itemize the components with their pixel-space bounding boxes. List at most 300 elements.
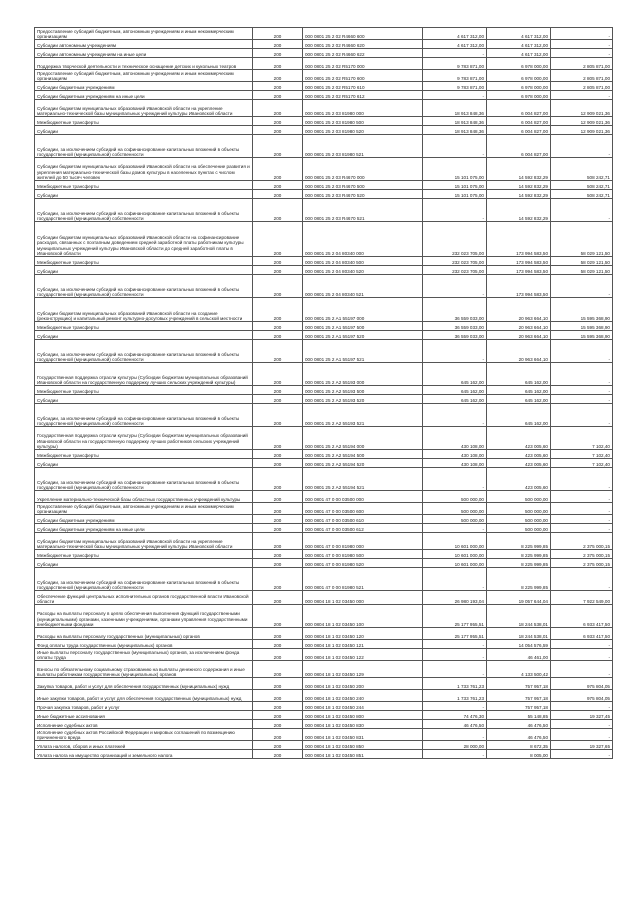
cell-budget-classification-code: 000 0804 18 1 02 03450 850 [303,741,423,750]
cell-line-code: 200 [253,533,303,550]
cell-line-code: 200 [253,515,303,524]
cell-executed: 14 592 832,29 [487,190,551,199]
cell-unexecuted: - [551,503,613,515]
cell-budget-classification-code: 000 0804 18 1 02 03450 120 [303,628,423,640]
cell-name: Поддержка творческой деятельности и техническое оснащение детских и кукольных театров [35,58,253,70]
cell-unexecuted: 2 805 871,00 [551,70,613,82]
cell-executed: 757 957,18 [487,690,551,702]
cell-budget-classification-code: 000 0801 25 2 А2 55193 520 [303,395,423,404]
table-row [35,427,613,450]
table-row [35,750,613,759]
cell-unexecuted: 15 595 368,90 [551,331,613,340]
cell-line-code: 200 [253,266,303,275]
cell-name: Межбюджетные трансферты [35,322,253,331]
table-row [35,459,613,468]
cell-executed: 18 244 538,01 [487,628,551,640]
cell-unexecuted: 7 102,40 [551,450,613,459]
cell-line-code: 200 [253,550,303,559]
cell-name: Уплата налогов, сборов и иных платежей [35,741,253,750]
cell-unexecuted: 58 029 121,50 [551,257,613,266]
table-row [35,605,613,628]
cell-budget-classification-code: 000 0804 18 1 02 03450 800 [303,711,423,720]
cell-line-code: 200 [253,720,303,729]
cell-approved-assignments: - [423,702,487,711]
table-row [35,266,613,275]
cell-executed: 20 963 664,10 [487,298,551,322]
table-row [35,91,613,100]
cell-approved-assignments: - [423,750,487,759]
cell-unexecuted: - [551,649,613,661]
cell-budget-classification-code: 000 0804 18 1 02 03450 122 [303,649,423,661]
cell-executed: 6 004 827,00 [487,135,551,158]
cell-unexecuted: 975 804,05 [551,690,613,702]
cell-approved-assignments: 36 559 033,00 [423,298,487,322]
cell-line-code: 200 [253,741,303,750]
cell-executed: 14 054 576,59 [487,640,551,649]
cell-approved-assignments: 18 913 848,36 [423,100,487,117]
cell-approved-assignments: 645 162,00 [423,386,487,395]
table-row [35,628,613,640]
cell-executed: 8 225 999,85 [487,550,551,559]
cell-approved-assignments: 430 108,00 [423,459,487,468]
cell-unexecuted: 7 102,40 [551,427,613,450]
cell-name: Государственная поддержка отрасли культуры (Субсидии бюджетам муниципальных образований Ивановской области на государственную поддержку лучших сельских учреждений культуры) [35,363,253,386]
cell-line-code: 200 [253,386,303,395]
cell-name: Предоставление субсидий бюджетным, автономным учреждениям и иным некоммерческим организациям [35,28,253,40]
table-row [35,322,613,331]
cell-name: Иные выплаты персоналу государственных (муниципальных) органов, за исключением фонда оплаты труда [35,649,253,661]
cell-budget-classification-code: 000 0801 25 2 А1 55197 000 [303,298,423,322]
cell-name: Субсидии [35,395,253,404]
cell-budget-classification-code: 000 0801 47 0 00 03500 600 [303,503,423,515]
cell-name: Взносы по обязательному социальному страхованию на выплаты денежного содержания и иные выплаты работникам государственных (муниципальных) органов [35,661,253,678]
cell-line-code: 200 [253,58,303,70]
cell-budget-classification-code: 000 0801 25 2 02 R4660 620 [303,40,423,49]
cell-approved-assignments: 18 913 848,36 [423,126,487,135]
cell-budget-classification-code: 000 0801 25 2 03 81980 520 [303,126,423,135]
cell-approved-assignments: - [423,49,487,58]
cell-name: Межбюджетные трансферты [35,181,253,190]
cell-approved-assignments: 9 783 871,00 [423,82,487,91]
table-row [35,40,613,49]
table-row [35,331,613,340]
cell-name: Расходы на выплаты персоналу в целях обеспечения выполнения функций государственными (муниципальными) органами, казенными учреждениями, органами управления государственными внебюджетными фондами [35,605,253,628]
cell-executed: 8 225 999,85 [487,568,551,591]
cell-unexecuted: - [551,340,613,363]
cell-unexecuted: 2 375 000,15 [551,550,613,559]
table-row [35,298,613,322]
cell-budget-classification-code: 000 0801 25 2 04 80340 000 [303,222,423,257]
cell-executed: 423 005,60 [487,427,551,450]
cell-approved-assignments: - [423,468,487,491]
cell-budget-classification-code: 000 0801 25 2 03 R4670 000 [303,158,423,181]
cell-line-code: 200 [253,199,303,222]
cell-name: Субсидии, за исключением субсидий на софинансирование капитальных вложений в объекты государственной (муниципальной) собственности [35,275,253,298]
cell-unexecuted: - [551,91,613,100]
cell-name: Субсидии автономным учреждениям на иные цели [35,49,253,58]
table-row [35,117,613,126]
cell-executed: 8 005,00 [487,750,551,759]
cell-name: Субсидии, за исключением субсидий на софинансирование капитальных вложений в объекты государственной (муниципальной) собственности [35,404,253,427]
cell-line-code: 200 [253,28,303,40]
cell-budget-classification-code: 000 0804 18 1 02 03450 200 [303,678,423,690]
cell-unexecuted: 975 804,05 [551,678,613,690]
cell-budget-classification-code: 000 0801 47 0 00 81980 500 [303,550,423,559]
cell-line-code: 200 [253,158,303,181]
cell-approved-assignments: 232 023 705,00 [423,222,487,257]
cell-approved-assignments: 10 601 000,00 [423,559,487,568]
cell-executed: 46 476,50 [487,720,551,729]
cell-line-code: 200 [253,649,303,661]
table-row [35,181,613,190]
cell-budget-classification-code: 000 0801 25 2 А2 55194 520 [303,459,423,468]
table-row [35,395,613,404]
cell-approved-assignments: 25 177 955,51 [423,605,487,628]
cell-unexecuted: - [551,468,613,491]
cell-unexecuted: - [551,404,613,427]
cell-executed: 6 978 000,00 [487,91,551,100]
cell-unexecuted: - [551,720,613,729]
budget-expenditure-table [34,27,613,759]
cell-unexecuted: 6 933 417,50 [551,628,613,640]
cell-budget-classification-code: 000 0801 25 2 04 80340 500 [303,257,423,266]
cell-name: Субсидии бюджетным учреждениям [35,82,253,91]
cell-line-code: 200 [253,363,303,386]
cell-executed: 423 005,60 [487,459,551,468]
cell-executed: 173 994 583,50 [487,275,551,298]
cell-executed: 423 005,60 [487,450,551,459]
table-row [35,690,613,702]
cell-unexecuted: 19 327,65 [551,741,613,750]
cell-executed: 4 617 312,00 [487,28,551,40]
cell-executed: 8 225 999,85 [487,533,551,550]
cell-budget-classification-code: 000 0804 18 1 02 03450 244 [303,702,423,711]
table-row [35,515,613,524]
budget-report-page [34,27,612,759]
cell-executed: 20 963 664,10 [487,340,551,363]
cell-budget-classification-code: 000 0801 47 0 00 03500 612 [303,524,423,533]
cell-approved-assignments: 4 617 312,00 [423,28,487,40]
cell-approved-assignments: 15 101 075,00 [423,158,487,181]
cell-name: Субсидии, за исключением субсидий на софинансирование капитальных вложений в объекты государственной (муниципальной) собственности [35,340,253,363]
cell-approved-assignments: 26 980 193,04 [423,591,487,605]
cell-unexecuted: - [551,363,613,386]
table-row [35,702,613,711]
cell-name: Предоставление субсидий бюджетным, автономным учреждениям и иным некоммерческим организациям [35,503,253,515]
cell-line-code: 200 [253,331,303,340]
cell-budget-classification-code: 000 0801 47 0 00 03500 610 [303,515,423,524]
cell-budget-classification-code: 000 0801 25 2 А2 55194 521 [303,468,423,491]
cell-approved-assignments: 500 000,00 [423,503,487,515]
cell-name: Субсидии, за исключением субсидий на софинансирование капитальных вложений в объекты государственной (муниципальной) собственности [35,199,253,222]
cell-unexecuted: - [551,729,613,741]
cell-approved-assignments: - [423,568,487,591]
cell-line-code: 200 [253,181,303,190]
cell-approved-assignments: - [423,524,487,533]
cell-name: Расходы на выплаты персоналу государственных (муниципальных) органов [35,628,253,640]
cell-approved-assignments: 46 476,50 [423,720,487,729]
cell-budget-classification-code: 000 0801 25 2 03 81980 521 [303,135,423,158]
cell-budget-classification-code: 000 0804 18 1 02 03450 240 [303,690,423,702]
cell-approved-assignments: - [423,91,487,100]
cell-name: Субсидии [35,331,253,340]
cell-approved-assignments: 15 101 075,00 [423,181,487,190]
table-row [35,404,613,427]
cell-name: Уплата налога на имущество организаций и земельного налога [35,750,253,759]
cell-name: Субсидии бюджетам муниципальных образований Ивановской области на обеспечение развития и укрепления материально-технической базы домов культуры в населенных пунктах с числом жителей до 50 тысяч человек [35,158,253,181]
table-row [35,591,613,605]
cell-line-code: 200 [253,591,303,605]
cell-unexecuted: - [551,49,613,58]
cell-name: Исполнение судебных актов Российской Федерации и мировых соглашений по возмещению причиненного вреда [35,729,253,741]
cell-budget-classification-code: 000 0801 47 0 00 81980 520 [303,559,423,568]
table-row [35,524,613,533]
table-row [35,58,613,70]
cell-budget-classification-code: 000 0801 47 0 00 81980 521 [303,568,423,591]
cell-budget-classification-code: 000 0801 25 2 03 R4670 521 [303,199,423,222]
cell-name: Субсидии [35,190,253,199]
cell-budget-classification-code: 000 0804 18 1 02 03450 000 [303,591,423,605]
cell-line-code: 200 [253,559,303,568]
cell-budget-classification-code: 000 0801 25 2 04 80340 521 [303,275,423,298]
cell-executed: 4 617 312,00 [487,40,551,49]
cell-budget-classification-code: 000 0801 25 2 03 R4670 520 [303,190,423,199]
cell-name: Субсидии бюджетным учреждениям на иные цели [35,524,253,533]
cell-line-code: 200 [253,491,303,503]
cell-approved-assignments: - [423,640,487,649]
cell-executed: 6 004 827,00 [487,100,551,117]
table-row [35,720,613,729]
cell-line-code: 200 [253,605,303,628]
cell-unexecuted: - [551,395,613,404]
cell-budget-classification-code: 000 0804 18 1 02 03450 830 [303,720,423,729]
cell-executed: 500 000,00 [487,524,551,533]
cell-budget-classification-code: 000 0801 25 2 А2 55193 500 [303,386,423,395]
cell-executed: 20 963 664,10 [487,322,551,331]
cell-name: Межбюджетные трансферты [35,386,253,395]
cell-executed: 6 978 000,00 [487,58,551,70]
cell-line-code: 200 [253,275,303,298]
cell-unexecuted: - [551,524,613,533]
cell-line-code: 200 [253,40,303,49]
cell-line-code: 200 [253,427,303,450]
cell-name: Межбюджетные трансферты [35,450,253,459]
table-row [35,135,613,158]
cell-unexecuted: - [551,40,613,49]
table-row [35,450,613,459]
cell-unexecuted: 2 375 000,15 [551,533,613,550]
cell-budget-classification-code: 000 0804 18 1 02 03450 121 [303,640,423,649]
table-body [35,28,613,759]
cell-name: Субсидии [35,559,253,568]
cell-budget-classification-code: 000 0801 25 2 03 R4670 500 [303,181,423,190]
cell-budget-classification-code: 000 0804 18 1 02 03450 100 [303,605,423,628]
cell-line-code: 200 [253,126,303,135]
cell-budget-classification-code: 000 0801 25 2 02 R5170 612 [303,91,423,100]
cell-line-code: 200 [253,468,303,491]
cell-executed: 4 617 312,00 [487,49,551,58]
cell-unexecuted: - [551,702,613,711]
cell-budget-classification-code: 000 0801 25 2 03 81980 000 [303,100,423,117]
cell-approved-assignments: - [423,661,487,678]
cell-unexecuted: 508 242,71 [551,181,613,190]
cell-budget-classification-code: 000 0801 25 2 02 R5170 600 [303,70,423,82]
cell-approved-assignments: 645 162,00 [423,363,487,386]
cell-unexecuted: 12 909 021,36 [551,126,613,135]
cell-line-code: 200 [253,91,303,100]
cell-unexecuted: - [551,28,613,40]
cell-budget-classification-code: 000 0804 18 1 02 03450 129 [303,661,423,678]
table-row [35,199,613,222]
cell-budget-classification-code: 000 0801 25 2 А1 55197 521 [303,340,423,363]
cell-line-code: 200 [253,70,303,82]
cell-approved-assignments: 1 733 761,23 [423,678,487,690]
cell-approved-assignments: 10 601 000,00 [423,533,487,550]
cell-line-code: 200 [253,628,303,640]
cell-name: Субсидии бюджетным учреждениям [35,515,253,524]
cell-executed: 14 592 832,29 [487,158,551,181]
cell-unexecuted: 7 922 549,00 [551,591,613,605]
cell-budget-classification-code: 000 0801 47 0 00 81980 000 [303,533,423,550]
table-row [35,28,613,40]
cell-line-code: 200 [253,257,303,266]
cell-name: Субсидии бюджетам муниципальных образований Ивановской области на укрепление материально-технической базы муниципальных учреждений культуры Ивановской области [35,100,253,117]
cell-executed: 645 162,00 [487,363,551,386]
cell-budget-classification-code: 000 0801 25 2 А2 55194 500 [303,450,423,459]
cell-line-code: 200 [253,640,303,649]
table-row [35,649,613,661]
cell-unexecuted: 12 909 021,36 [551,117,613,126]
table-row [35,275,613,298]
cell-line-code: 200 [253,117,303,126]
cell-approved-assignments: - [423,729,487,741]
cell-executed: 8 672,35 [487,741,551,750]
cell-approved-assignments: 28 000,00 [423,741,487,750]
cell-line-code: 200 [253,524,303,533]
cell-executed: 14 592 832,29 [487,181,551,190]
cell-line-code: 200 [253,568,303,591]
cell-executed: 645 162,00 [487,395,551,404]
cell-executed: 6 004 827,00 [487,126,551,135]
cell-name: Субсидии бюджетам муниципальных образований Ивановской области на укрепление материально-технической базы муниципальных учреждений культуры Ивановской области [35,533,253,550]
cell-unexecuted: - [551,199,613,222]
cell-name: Субсидии бюджетам муниципальных образований Ивановской области на софинансирование расходов, связанных с поэтапным доведением средней заработной платы работникам культуры муниципальных учреждений культуры Ивановской области до средней заработной платы в Ивановской области [35,222,253,257]
cell-line-code: 200 [253,503,303,515]
cell-approved-assignments: 36 559 033,00 [423,331,487,340]
cell-approved-assignments: 15 101 075,00 [423,190,487,199]
cell-executed: 46 461,00 [487,649,551,661]
cell-name: Обеспечение функций центральных исполнительных органов государственной власти Ивановской области [35,591,253,605]
cell-budget-classification-code: 000 0801 25 2 А2 55193 000 [303,363,423,386]
table-row [35,82,613,91]
cell-approved-assignments: 500 000,00 [423,515,487,524]
cell-name: Укрепление материально-технической базы областных государственных учреждений культуры [35,491,253,503]
table-row [35,729,613,741]
cell-name: Субсидии, за исключением субсидий на софинансирование капитальных вложений в объекты государственной (муниципальной) собственности [35,468,253,491]
cell-approved-assignments: 18 913 848,36 [423,117,487,126]
cell-name: Субсидии автономным учреждениям [35,40,253,49]
cell-approved-assignments: - [423,275,487,298]
cell-executed: 645 162,00 [487,404,551,427]
cell-name: Предоставление субсидий бюджетным, автономным учреждениям и иным некоммерческим организациям [35,70,253,82]
cell-name: Фонд оплаты труда государственных (муниципальных) органов [35,640,253,649]
cell-line-code: 200 [253,135,303,158]
cell-approved-assignments: 4 617 312,00 [423,40,487,49]
cell-approved-assignments: - [423,135,487,158]
cell-unexecuted: - [551,491,613,503]
cell-executed: 757 957,18 [487,678,551,690]
cell-executed: 173 994 583,50 [487,266,551,275]
cell-name: Субсидии бюджетным учреждениям на иные цели [35,91,253,100]
cell-executed: 500 000,00 [487,503,551,515]
cell-executed: 500 000,00 [487,515,551,524]
cell-line-code: 200 [253,49,303,58]
cell-budget-classification-code: 000 0801 25 2 02 R4660 622 [303,49,423,58]
cell-name: Иные бюджетные ассигнования [35,711,253,720]
cell-line-code: 200 [253,222,303,257]
table-row [35,386,613,395]
cell-executed: 4 133 500,42 [487,661,551,678]
cell-line-code: 200 [253,661,303,678]
table-row [35,568,613,591]
cell-unexecuted: - [551,640,613,649]
cell-budget-classification-code: 000 0801 25 2 02 R5170 610 [303,82,423,91]
cell-name: Межбюджетные трансферты [35,257,253,266]
cell-unexecuted: 2 805 871,00 [551,58,613,70]
cell-executed: 500 000,00 [487,491,551,503]
cell-approved-assignments: 430 108,00 [423,450,487,459]
cell-executed: 423 005,60 [487,468,551,491]
cell-unexecuted: - [551,275,613,298]
cell-approved-assignments: 645 162,00 [423,395,487,404]
cell-line-code: 200 [253,459,303,468]
cell-unexecuted: 19 327,45 [551,711,613,720]
cell-approved-assignments: - [423,649,487,661]
table-row [35,533,613,550]
table-row [35,190,613,199]
cell-name: Субсидии [35,126,253,135]
cell-approved-assignments: 430 108,00 [423,427,487,450]
cell-name: Закупка товаров, работ и услуг для обеспечения государственных (муниципальных) нужд [35,678,253,690]
cell-name: Иные закупки товаров, работ и услуг для обеспечения государственных (муниципальных) нужд [35,690,253,702]
cell-budget-classification-code: 000 0801 25 2 А2 55194 000 [303,427,423,450]
cell-executed: 173 994 583,50 [487,222,551,257]
cell-approved-assignments: 232 023 705,00 [423,266,487,275]
table-row [35,661,613,678]
cell-unexecuted: - [551,661,613,678]
cell-name: Субсидии [35,459,253,468]
cell-budget-classification-code: 000 0804 18 1 02 03450 851 [303,750,423,759]
cell-executed: 14 592 832,29 [487,199,551,222]
cell-line-code: 200 [253,729,303,741]
cell-approved-assignments: 9 783 871,00 [423,58,487,70]
cell-name: Прочая закупка товаров, работ и услуг [35,702,253,711]
table-row [35,491,613,503]
cell-unexecuted: 15 595 368,90 [551,298,613,322]
cell-approved-assignments: 500 000,00 [423,491,487,503]
table-row [35,503,613,515]
cell-line-code: 200 [253,322,303,331]
table-row [35,222,613,257]
table-row [35,640,613,649]
cell-name: Межбюджетные трансферты [35,550,253,559]
cell-unexecuted: 12 909 021,36 [551,100,613,117]
cell-approved-assignments: 1 733 761,23 [423,690,487,702]
table-row [35,678,613,690]
cell-budget-classification-code: 000 0801 25 2 А2 55193 521 [303,404,423,427]
cell-name: Субсидии [35,266,253,275]
cell-approved-assignments: 232 023 705,00 [423,257,487,266]
